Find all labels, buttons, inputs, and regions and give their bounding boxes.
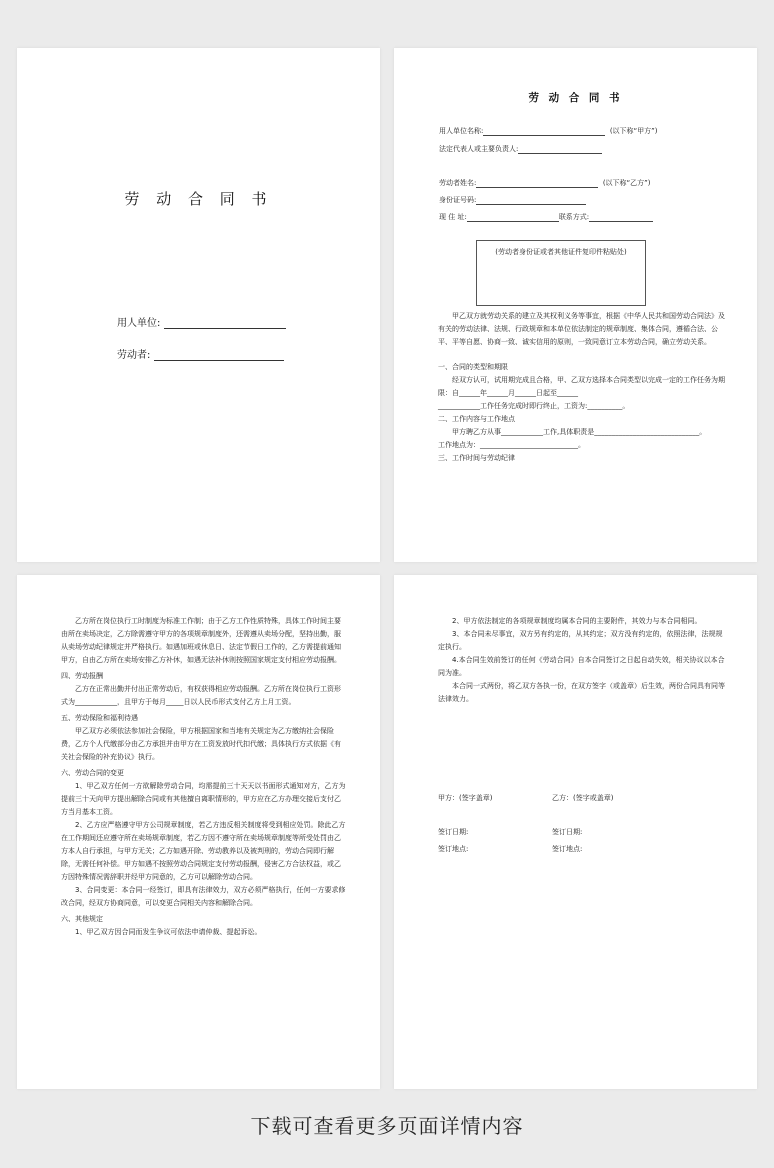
work-hours-paragraph: 乙方所在岗位执行工时制度为标准工作制；由于乙方工作性质特殊，具体工作时间主要由所在卖场决定，乙方除需遵守甲方的各项规章制度外，还需遵从卖场分配，坚持出勤，服从卖场劳动纪律规定并严格执行。如遇加班或休息日、法定节假日工作的，乙方需提前通知甲方，自由乙方所在卖场安排乙方补休，如遇无法补休则按照国家规定支付相应劳动报酬。 [61,617,341,664]
section-2-paragraph-1: 甲方聘乙方从事____________工作,具体职责是______________________________。 [452,428,707,436]
insurance-paragraph: 甲乙双方必须依法参加社会保险，甲方根据国家和当地有关规定为乙方缴纳社会保险费，乙方个人代缴部分由乙方承担并由甲方在工资发放时代扣代缴；具体执行方式依据《有关社会保险的补充协议》执行。 [61,727,341,761]
worker-label: 劳动者: [117,350,151,361]
contact-label: 联系方式: [558,213,590,221]
worker-name-label: 劳动者姓名: [439,179,477,187]
blank-line [467,213,559,222]
download-more-caption: 下载可查看更多页面详情内容 [250,1114,524,1138]
contract-title: 劳 动 合 同 书 [528,92,623,104]
cover-page [17,48,380,562]
blank-line [476,196,586,205]
address-row [439,212,653,222]
employer-name-row [439,126,658,136]
worker-alias: (以下称“乙方”) [602,179,651,187]
section-2-paragraph-2: 工作地点为：____________________________。 [438,441,585,449]
legal-rep-label: 法定代表人或主要负责人: [439,145,519,153]
party-b-place: 签订地点: [552,845,583,853]
contract-page-2 [17,575,380,1089]
id-number-row [439,195,586,205]
other-paragraph-4: 4.本合同生效前签订的任何《劳动合同》自本合同签订之日起自动失效，相关协议以本合同为准。 [438,656,725,677]
blank-line [483,127,605,136]
change-paragraph-3: 3、合同变更：本合同一经签订，即具有法律效力，双方必须严格执行，任何一方要求修改合同，经双方协商同意，可以变更合同相关内容和解除合同。 [61,886,346,907]
photo-box-label: (劳动者身份证或者其他证件复印件粘贴处) [495,248,627,256]
worker-name-row [439,178,651,188]
other-paragraph-5: 本合同一式两份，将乙双方各执一份，在双方签字（或盖章）后生效，两份合同具有同等法律效力。 [438,682,725,703]
party-a-place: 签订地点: [438,845,469,853]
blank-line [476,179,598,188]
blank-line [518,145,602,154]
section-3-heading: 三、工作时间与劳动纪律 [438,454,515,462]
section-6-heading: 六、劳动合同的变更 [61,769,124,777]
section-1-paragraph-1: 经双方认可，试用期完成且合格，甲、乙双方选择本合同类型以完成一定的工作任务为期限：自______年______月______日起至______ [438,376,725,397]
party-b-signature: 乙方：(签字或盖章) [552,794,614,802]
other-paragraph-2: 2、甲方依法制定的各项规章制度均属本合同的主要附件，其效力与本合同相同。 [452,617,702,625]
contract-body-3 [438,615,725,706]
section-7-heading: 六、其他规定 [61,915,103,923]
remuneration-paragraph: 乙方在正常出勤并付出正常劳动后，有权获得相应劳动报酬。乙方所在岗位执行工资形式为____________，且甲方于每月_____日以人民币形式支付乙方上月工资。 [61,685,341,706]
worker-blank-line [154,350,284,361]
contract-body-1 [438,310,727,465]
cover-title: 劳 动 合 同 书 [124,190,273,208]
contract-page-1 [394,48,757,562]
contract-page-3 [394,575,757,1089]
other-paragraph-3: 3、本合同未尽事宜，双方另有约定的，从其约定；双方没有约定的，依照法律，法规规定执行。 [438,630,723,651]
change-paragraph-2: 2、乙方应严格遵守甲方公司规章制度，若乙方违反相关制度将受到相应处罚。除此乙方在工作期间还应遵守所在卖场规章制度，若乙方因不遵守所在卖场规章制度等所受处罚由乙方本人自行承担，与甲方无关；乙方如遇开除、劳动教养以及被判刑的，劳动合同即行解除，无需任何补偿。甲方如遇不按照劳动合同规定支付劳动报酬，侵害乙方合法权益，或乙方因特殊情况需辞职并经甲方同意的，乙方可以解除劳动合同。 [61,821,346,881]
section-4-heading: 四、劳动报酬 [61,672,103,680]
employer-alias: (以下称“甲方”) [609,127,658,135]
change-paragraph-1: 1、甲乙双方任何一方欲解除劳动合同，均需提前三十天天以书面形式通知对方，乙方为提前三十天向甲方提出解除合同或有其他擅自离职情形的，甲方应在乙方办理交接后支付乙方当月基本工资。 [61,782,346,816]
section-1-paragraph-2: ____________工作任务完成时即行终止，工资为:__________。 [438,402,630,410]
employer-name-label: 用人单位名称: [439,127,484,135]
intro-paragraph: 甲乙双方就劳动关系的建立及其权利义务等事宜，根据《中华人民共和国劳动合同法》及有关的劳动法律、法规、行政规章和本单位依法制定的规章制度、集体合同，遵循合法、公平、平等自愿、协商一致、诚实信用的原则，一致同意订立本劳动合同，确立劳动关系。 [438,312,725,346]
employer-blank-line [164,318,286,329]
employer-field [117,314,286,329]
worker-field [117,346,284,361]
id-number-label: 身份证号码: [439,196,477,204]
address-label: 现 住 址: [439,213,467,221]
id-photo-box [476,240,646,306]
section-5-heading: 五、劳动保险和福利待遇 [61,714,138,722]
other-paragraph-1: 1、甲乙双方因合同而发生争议可依法申请仲裁、提起诉讼。 [75,928,262,936]
party-b-date: 签订日期: [552,828,583,836]
employer-label: 用人单位: [117,318,161,329]
blank-line [589,213,653,222]
contract-body-2 [61,615,346,939]
party-a-signature: 甲方：(签字盖章) [438,794,493,802]
legal-rep-row [439,144,602,154]
section-2-heading: 二、工作内容与工作地点 [438,415,515,423]
section-1-heading: 一、合同的类型和期限 [438,363,508,371]
party-a-date: 签订日期: [438,828,469,836]
